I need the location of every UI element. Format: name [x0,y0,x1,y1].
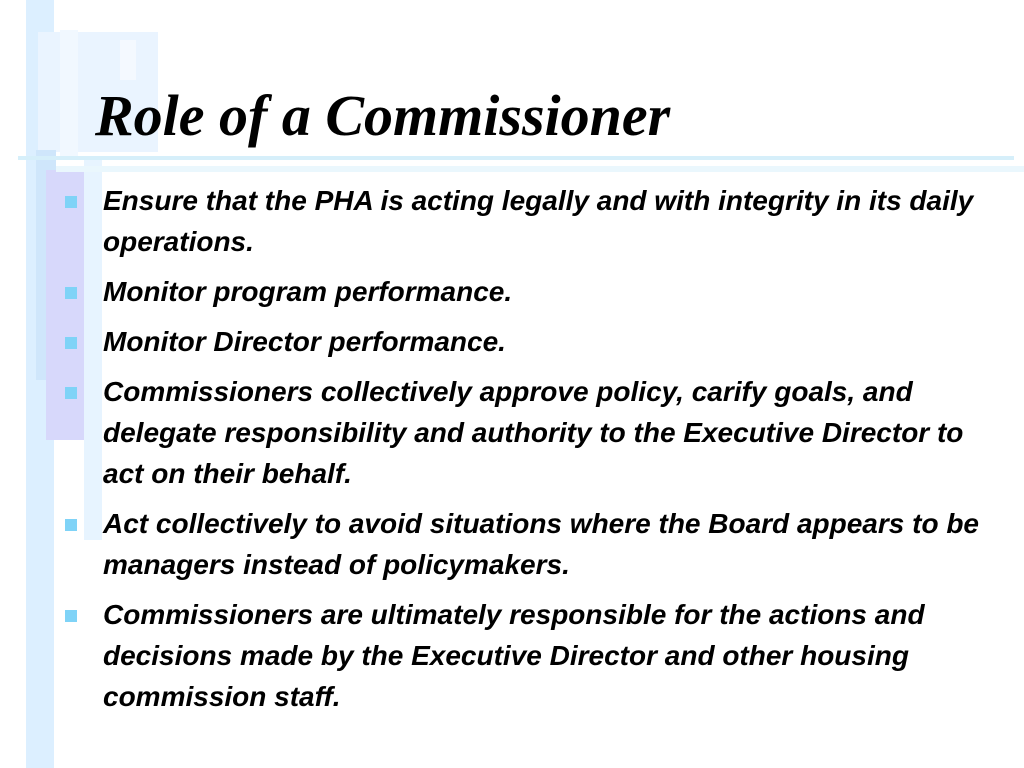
bullet-item [62,271,992,312]
bullet-text: Monitor Director performance. [103,326,506,357]
bullet-text: Act collectively to avoid situations where the Board appears to be managers instead of policymakers. [103,508,979,580]
square-bullet-icon [65,337,77,349]
bullet-text: Monitor program performance. [103,276,513,307]
bullet-item [62,594,992,717]
bullet-text: Ensure that the PHA is acting legally and with integrity in its daily operations. [103,185,974,257]
slide-title: Role of a Commissioner [95,83,671,148]
bullet-text: Commissioners collectively approve policy, carify goals, and delegate responsibility and authority to the Executive Director to act on their behalf. [103,376,964,489]
decorative-stripe [60,30,78,160]
square-bullet-icon [65,287,77,299]
bullet-text: Commissioners are ultimately responsible for the actions and decisions made by the Executive Director and other housing commission staff. [103,599,925,712]
square-bullet-icon [65,387,77,399]
square-bullet-icon [65,196,77,208]
bullet-item [62,321,992,362]
square-bullet-icon [65,519,77,531]
decorative-stripe [120,40,136,80]
title-divider-line [18,156,1014,160]
square-bullet-icon [65,610,77,622]
bullet-list [62,180,992,726]
bullet-item [62,371,992,494]
title-divider-line [56,166,1024,172]
bullet-item [62,503,992,585]
bullet-item [62,180,992,262]
